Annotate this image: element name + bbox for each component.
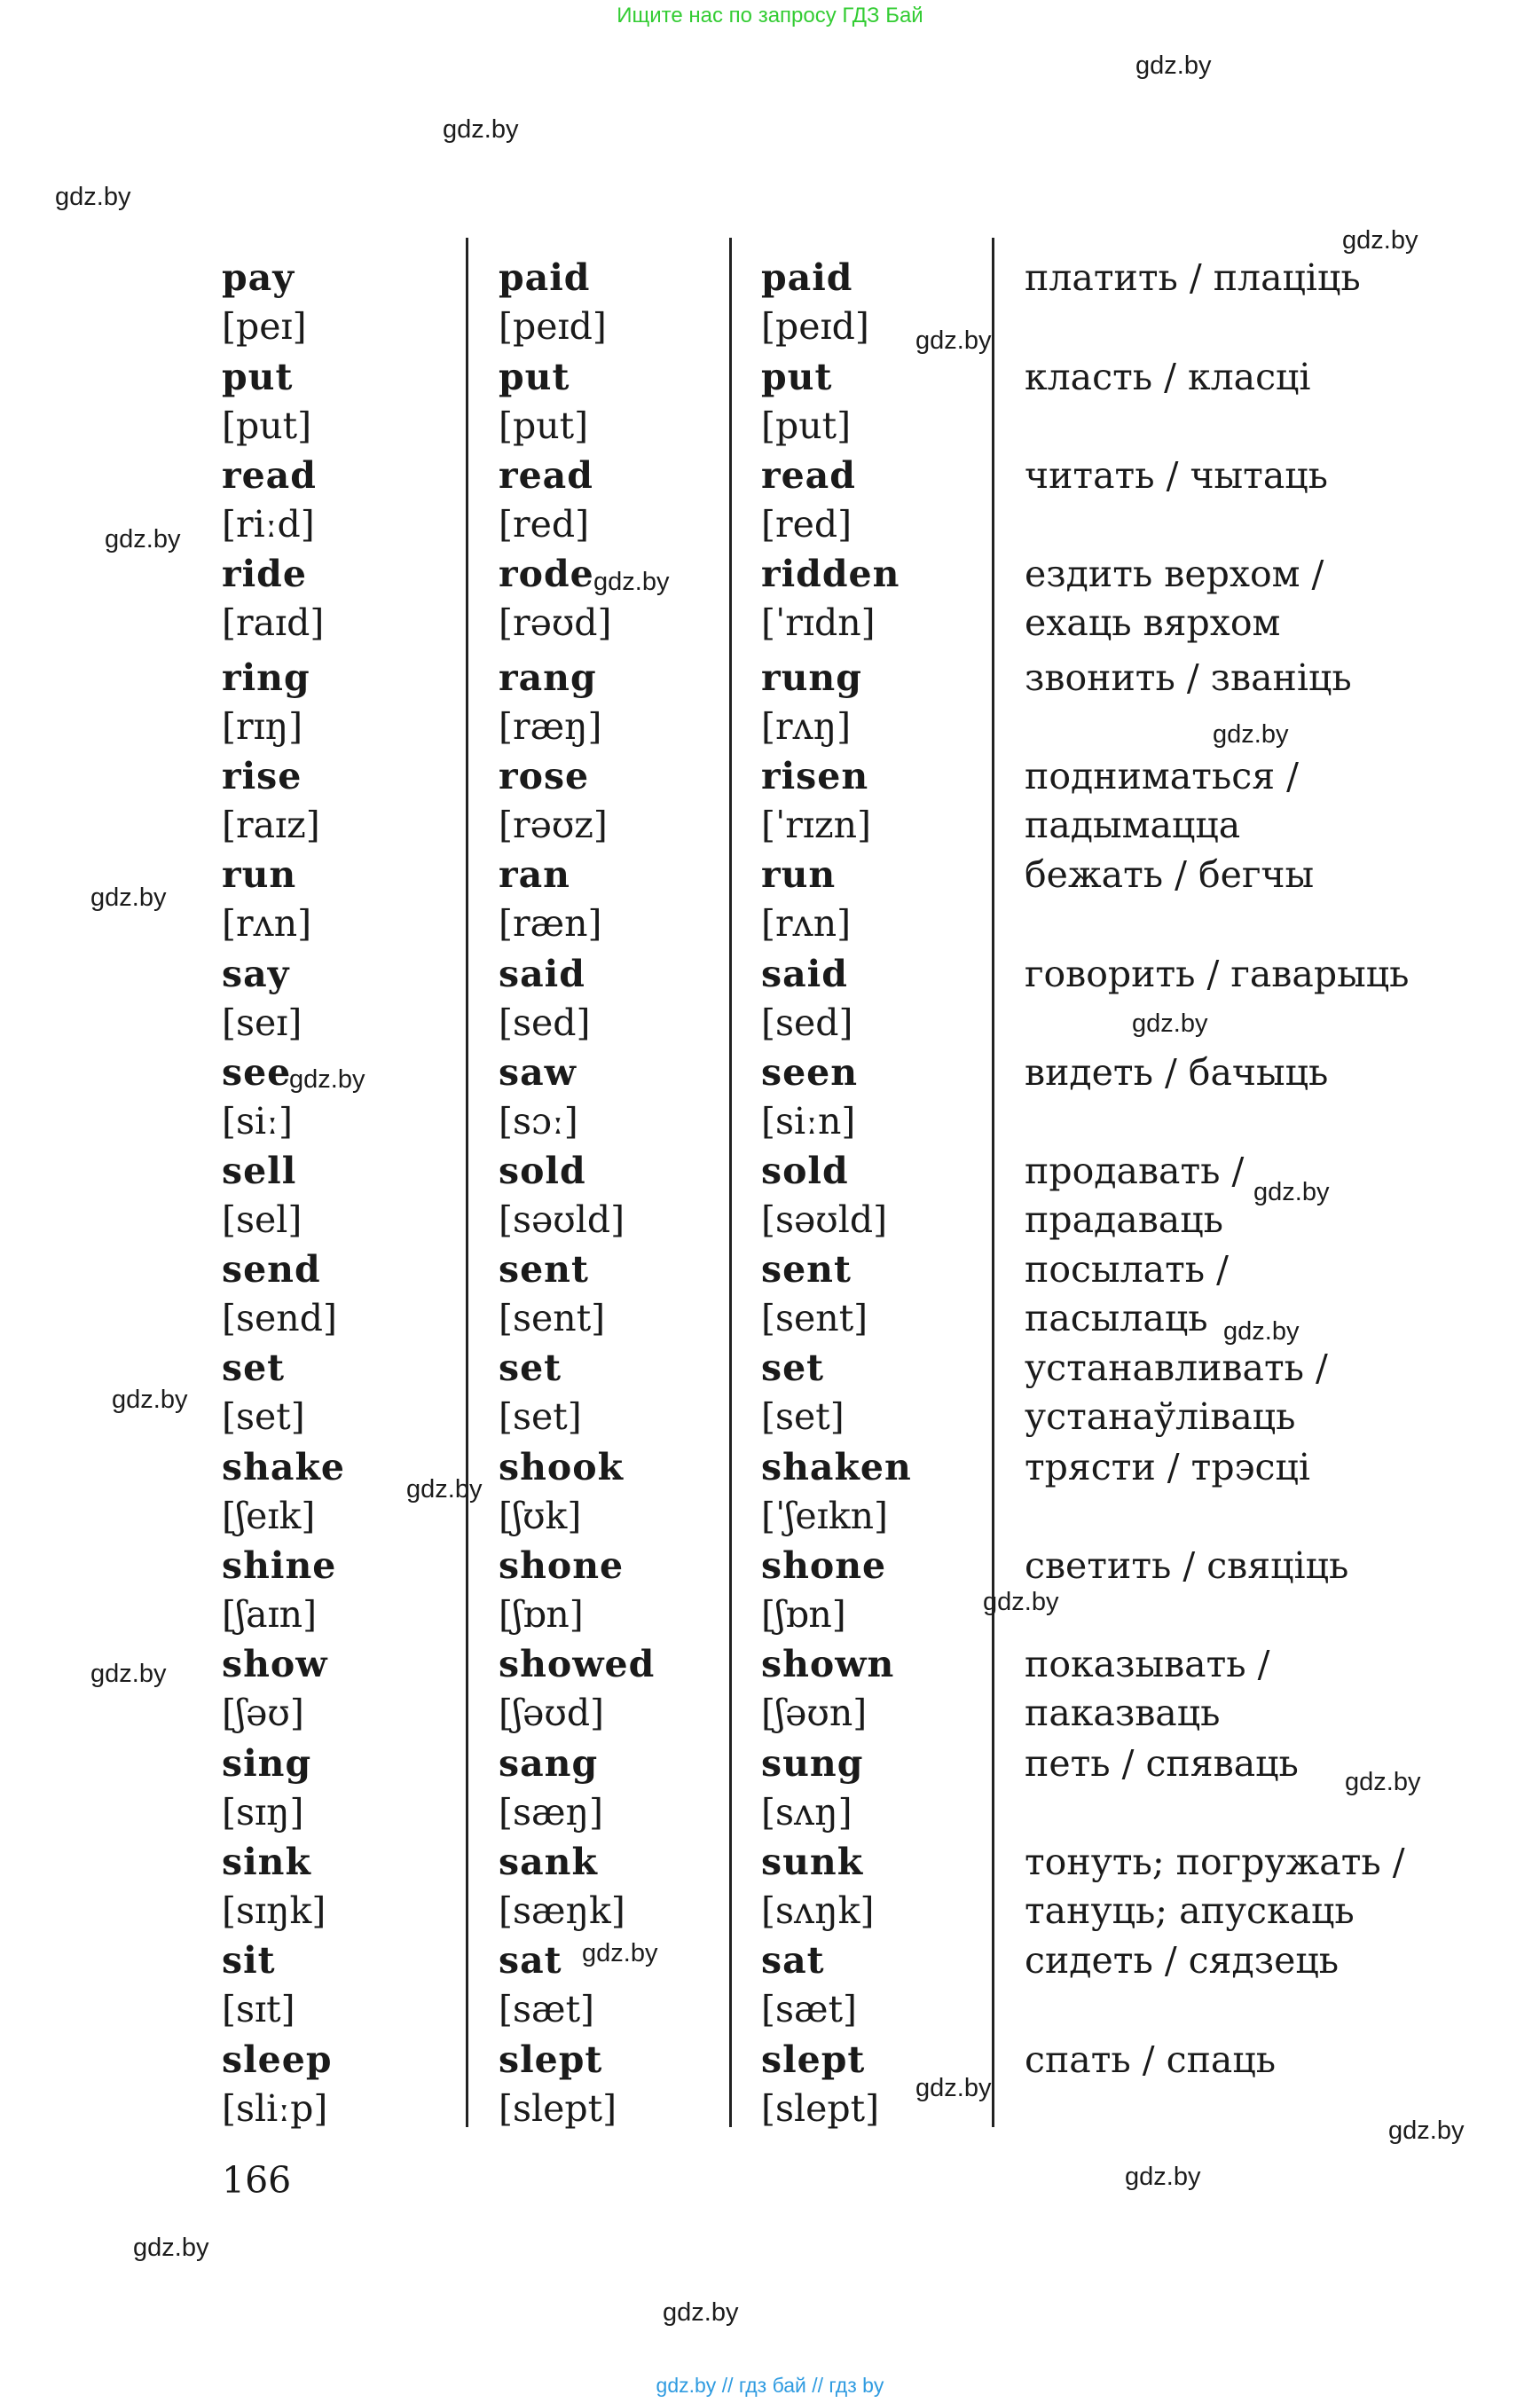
verb-translation: устанавливать / — [1025, 1347, 1328, 1389]
verb-base-transcription: [raɪd] — [222, 601, 325, 644]
watermark-label: gdz.by — [582, 1939, 658, 1967]
verb-base-form: pay — [222, 256, 295, 299]
verb-participle-transcription: [siːn] — [761, 1100, 856, 1143]
verb-participle-transcription: [ˈrɪzn] — [761, 804, 871, 846]
verb-base-transcription: [riːd] — [222, 503, 315, 546]
verb-participle-form: sung — [761, 1742, 864, 1785]
verb-base-form: set — [222, 1347, 286, 1389]
verb-participle-form: read — [761, 454, 856, 497]
watermark-label: gdz.by — [90, 1660, 167, 1688]
verb-base-transcription: [siː] — [222, 1100, 293, 1143]
verb-base-form: ring — [222, 656, 310, 699]
verb-past-form: sat — [499, 1939, 562, 1982]
verb-past-transcription: [put] — [499, 404, 589, 447]
verb-translation: платить / плаціць — [1025, 256, 1361, 299]
verb-past-transcription: [ʃʊk] — [499, 1495, 582, 1537]
verb-base-transcription: [put] — [222, 404, 312, 447]
verb-base-form: shine — [222, 1544, 337, 1587]
verb-past-form: saw — [499, 1051, 577, 1094]
verb-translation: подниматься / — [1025, 755, 1299, 797]
watermark-label: gdz.by — [55, 183, 131, 211]
verb-past-transcription: [səʊld] — [499, 1198, 625, 1241]
verb-participle-form: seen — [761, 1051, 859, 1094]
verb-base-transcription: [sɪŋk] — [222, 1889, 326, 1932]
verb-participle-form: sent — [761, 1248, 852, 1291]
verb-past-transcription: [sɔː] — [499, 1100, 578, 1143]
verb-past-form: sold — [499, 1150, 586, 1192]
verb-past-transcription: [sæt] — [499, 1988, 595, 2030]
verb-participle-transcription: [ˈʃeɪkn] — [761, 1495, 889, 1537]
verb-past-form: sent — [499, 1248, 589, 1291]
verb-participle-form: sat — [761, 1939, 825, 1982]
verb-past-transcription: [rəʊd] — [499, 601, 612, 644]
watermark-label: gdz.by — [406, 1475, 483, 1504]
watermark-label: gdz.by — [1213, 720, 1289, 749]
verb-participle-form: said — [761, 953, 848, 995]
verb-translation-continued: ехаць вярхом — [1025, 601, 1281, 644]
verb-past-transcription: [sæŋk] — [499, 1889, 625, 1932]
verb-translation: тонуть; погружать / — [1025, 1841, 1405, 1883]
verb-translation: говорить / гаварыць — [1025, 953, 1410, 995]
verb-base-form: ride — [222, 553, 307, 595]
verb-participle-form: rung — [761, 656, 862, 699]
verb-base-transcription: [seɪ] — [222, 1001, 302, 1044]
watermark-label: gdz.by — [105, 525, 181, 554]
verb-participle-form: shaken — [761, 1446, 912, 1488]
verb-base-form: sell — [222, 1150, 297, 1192]
verb-translation: показывать / — [1025, 1643, 1270, 1685]
verb-participle-form: ridden — [761, 553, 900, 595]
verb-base-transcription: [sel] — [222, 1198, 302, 1241]
verb-translation: класть / класці — [1025, 356, 1311, 398]
verb-base-transcription: [rʌn] — [222, 902, 312, 945]
verb-translation-continued: паказваць — [1025, 1692, 1221, 1734]
column-divider-3 — [992, 238, 994, 2127]
verb-translation: звонить / званіць — [1025, 656, 1352, 699]
watermark-label: gdz.by — [1132, 1009, 1208, 1038]
verb-participle-transcription: [ʃɒn] — [761, 1593, 846, 1636]
verb-past-form: read — [499, 454, 593, 497]
verb-past-transcription: [red] — [499, 503, 590, 546]
verb-participle-transcription: [red] — [761, 503, 852, 546]
verb-base-form: sleep — [222, 2038, 333, 2081]
verb-base-transcription: [ʃəʊ] — [222, 1692, 304, 1734]
watermark-label: gdz.by — [1223, 1317, 1300, 1346]
column-divider-2 — [729, 238, 732, 2127]
verb-participle-transcription: [rʌn] — [761, 902, 852, 945]
watermark-label: gdz.by — [1135, 51, 1212, 80]
verb-base-transcription: [rɪŋ] — [222, 705, 303, 748]
watermark-label: gdz.by — [1253, 1178, 1330, 1206]
verb-translation-continued: тануць; апускаць — [1025, 1889, 1355, 1932]
verb-base-form: see — [222, 1051, 292, 1094]
verb-participle-transcription: [sæt] — [761, 1988, 858, 2030]
verb-base-form: put — [222, 356, 294, 398]
verb-participle-transcription: [set] — [761, 1395, 845, 1438]
verb-participle-form: sunk — [761, 1841, 864, 1883]
column-divider-1 — [466, 238, 468, 2127]
verb-past-form: set — [499, 1347, 562, 1389]
verb-participle-form: run — [761, 853, 837, 896]
verb-participle-transcription: [slept] — [761, 2087, 880, 2130]
verb-past-transcription: [sent] — [499, 1297, 606, 1339]
watermark-label: gdz.by — [289, 1065, 365, 1094]
verb-past-transcription: [ʃəʊd] — [499, 1692, 605, 1734]
verb-past-form: slept — [499, 2038, 603, 2081]
verb-participle-form: set — [761, 1347, 825, 1389]
verb-base-transcription: [raɪz] — [222, 804, 320, 846]
verb-participle-form: risen — [761, 755, 869, 797]
verb-past-form: showed — [499, 1643, 656, 1685]
verb-past-form: put — [499, 356, 570, 398]
verb-past-transcription: [peɪd] — [499, 305, 607, 348]
verb-translation: читать / чытаць — [1025, 454, 1328, 497]
watermark-label: gdz.by — [112, 1386, 188, 1414]
watermark-label: gdz.by — [1125, 2163, 1201, 2191]
verb-participle-form: sold — [761, 1150, 849, 1192]
verb-past-form: rang — [499, 656, 597, 699]
verb-past-form: said — [499, 953, 585, 995]
verb-participle-form: paid — [761, 256, 853, 299]
verb-base-transcription: [set] — [222, 1395, 305, 1438]
verb-participle-transcription: [rʌŋ] — [761, 705, 852, 748]
verb-translation: петь / спяваць — [1025, 1742, 1299, 1785]
verb-past-form: shook — [499, 1446, 624, 1488]
watermark-label: gdz.by — [915, 326, 992, 355]
verb-translation: продавать / — [1025, 1150, 1245, 1192]
verb-past-form: rose — [499, 755, 590, 797]
verb-translation: ездить верхом / — [1025, 553, 1324, 595]
verb-base-form: show — [222, 1643, 328, 1685]
verb-base-form: say — [222, 953, 290, 995]
verb-translation-continued: пасылаць — [1025, 1297, 1208, 1339]
verb-translation: светить / свяціць — [1025, 1544, 1349, 1587]
watermark-label: gdz.by — [90, 883, 167, 912]
verb-base-transcription: [sɪt] — [222, 1988, 295, 2030]
verb-past-form: sang — [499, 1742, 599, 1785]
verb-past-transcription: [slept] — [499, 2087, 617, 2130]
verb-base-form: rise — [222, 755, 302, 797]
verb-base-form: shake — [222, 1446, 345, 1488]
verb-participle-form: shown — [761, 1643, 895, 1685]
verb-base-form: sit — [222, 1939, 276, 1982]
verb-participle-transcription: [sed] — [761, 1001, 853, 1044]
verb-participle-transcription: [sent] — [761, 1297, 868, 1339]
search-hint-link[interactable]: Ищите нас по запросу ГДЗ Бай — [617, 4, 923, 27]
verb-base-form: run — [222, 853, 297, 896]
verb-translation-continued: падымацца — [1025, 804, 1241, 846]
verb-base-transcription: [send] — [222, 1297, 337, 1339]
watermark-label: gdz.by — [915, 2074, 992, 2102]
verb-participle-transcription: [ˈrɪdn] — [761, 601, 876, 644]
verb-translation: посылать / — [1025, 1248, 1229, 1291]
verb-participle-transcription: [sʌŋk] — [761, 1889, 875, 1932]
verb-past-transcription: [ræŋ] — [499, 705, 602, 748]
watermark-label: gdz.by — [1342, 226, 1418, 255]
verb-base-transcription: [sɪŋ] — [222, 1791, 304, 1834]
watermark-label: gdz.by — [1345, 1768, 1421, 1796]
verb-past-transcription: [ræn] — [499, 902, 602, 945]
verb-translation: сидеть / сядзець — [1025, 1939, 1340, 1982]
footer-links[interactable]: gdz.by // гдз бай // гдз by — [656, 2374, 884, 2397]
verb-participle-form: slept — [761, 2038, 866, 2081]
verb-participle-transcription: [put] — [761, 404, 852, 447]
verb-participle-form: put — [761, 356, 833, 398]
watermark-label: gdz.by — [1388, 2116, 1465, 2145]
verb-past-transcription: [ʃɒn] — [499, 1593, 584, 1636]
watermark-label: gdz.by — [133, 2234, 209, 2262]
verb-past-transcription: [sæŋ] — [499, 1791, 603, 1834]
verb-participle-form: shone — [761, 1544, 887, 1587]
verb-past-transcription: [rəʊz] — [499, 804, 608, 846]
verb-past-form: ran — [499, 853, 570, 896]
verb-past-form: sank — [499, 1841, 598, 1883]
verb-participle-transcription: [peɪd] — [761, 305, 869, 348]
verb-translation: бежать / бегчы — [1025, 853, 1315, 896]
verb-translation-continued: устанаўліваць — [1025, 1395, 1296, 1438]
verb-translation-continued: прадаваць — [1025, 1198, 1223, 1241]
verb-translation: видеть / бачыць — [1025, 1051, 1329, 1094]
watermark-label: gdz.by — [983, 1588, 1059, 1616]
page-number: 166 — [222, 2159, 292, 2202]
verb-base-form: sink — [222, 1841, 311, 1883]
verb-past-form: paid — [499, 256, 591, 299]
verb-base-form: sing — [222, 1742, 312, 1785]
verb-past-form: shone — [499, 1544, 625, 1587]
verb-participle-transcription: [ʃəʊn] — [761, 1692, 868, 1734]
verb-translation: трясти / трэсці — [1025, 1446, 1310, 1488]
verb-past-transcription: [sed] — [499, 1001, 591, 1044]
verb-participle-transcription: [səʊld] — [761, 1198, 888, 1241]
verb-base-transcription: [ʃeɪk] — [222, 1495, 316, 1537]
verb-past-transcription: [set] — [499, 1395, 582, 1438]
verb-translation: спать / спаць — [1025, 2038, 1277, 2081]
verb-past-form: rode — [499, 553, 594, 595]
verb-base-transcription: [ʃaɪn] — [222, 1593, 318, 1636]
verb-base-form: send — [222, 1248, 321, 1291]
watermark-label: gdz.by — [443, 115, 519, 144]
verb-participle-transcription: [sʌŋ] — [761, 1791, 852, 1834]
verb-base-transcription: [peɪ] — [222, 305, 307, 348]
verb-base-transcription: [sliːp] — [222, 2087, 328, 2130]
watermark-label: gdz.by — [593, 568, 670, 596]
verb-base-form: read — [222, 454, 317, 497]
watermark-label: gdz.by — [663, 2298, 739, 2327]
